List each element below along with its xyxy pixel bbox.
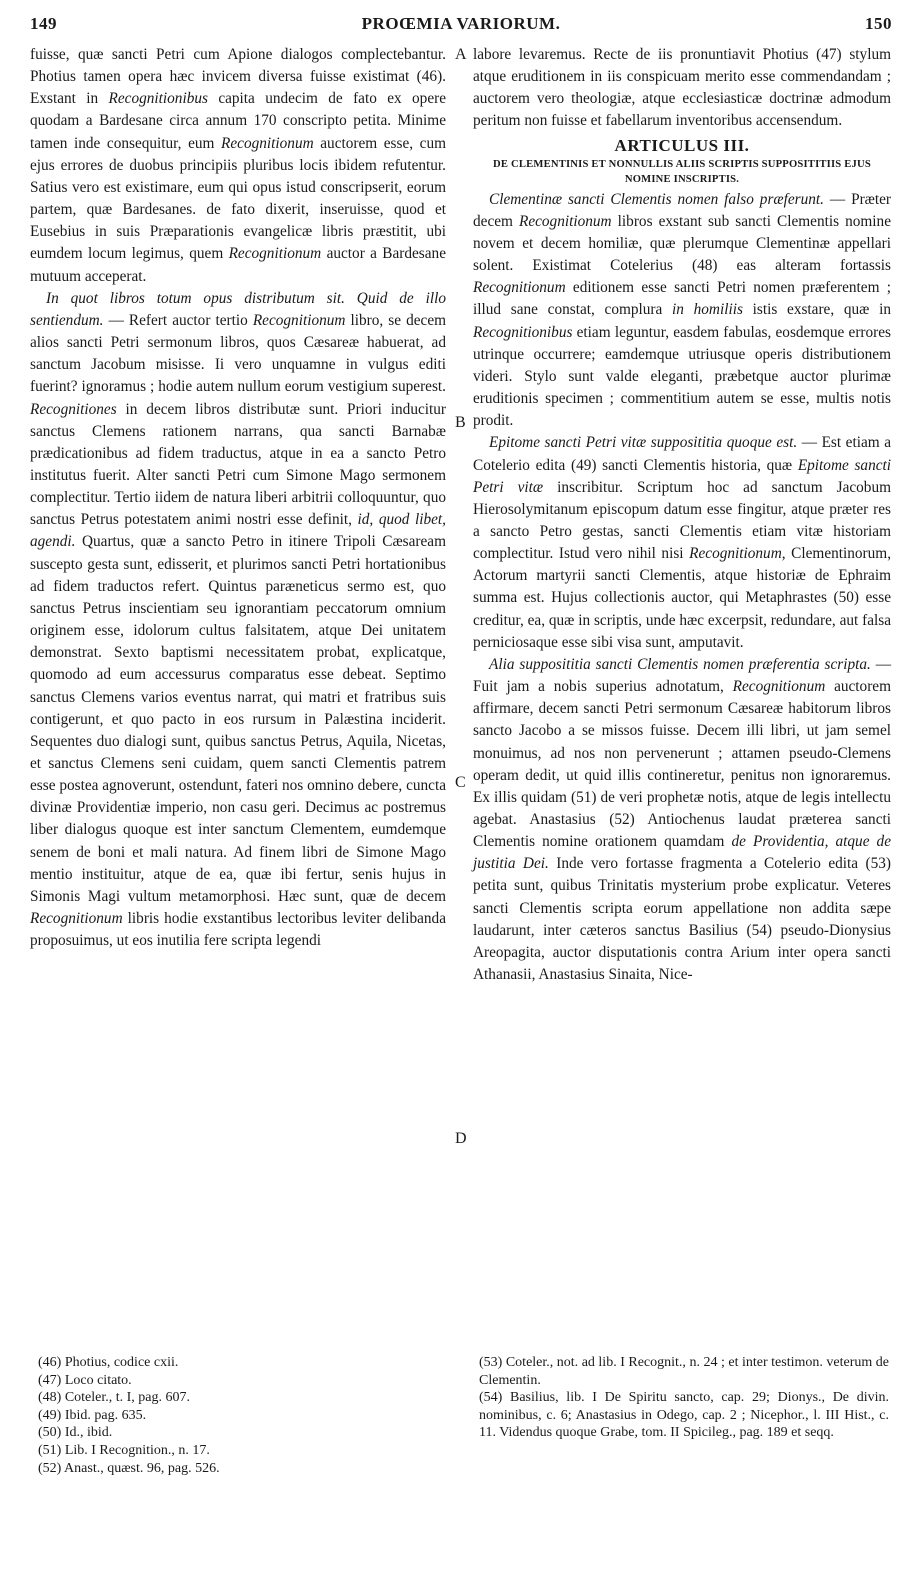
footnote: (51) Lib. I Recognition., n. 17. xyxy=(38,1442,210,1458)
section-heading: In quot libros totum opus distributum sit. Quid de illo sentiendum. xyxy=(30,289,446,329)
paragraph: In quot libros totum opus distributum sit. Quid de illo sentiendum. — Refert auctor tertio Recognitionum libro, se decem alios sancti Petri sermonum libros, quos Cæsareæ habuerat, ad sanctum Jacobum misisse. Ii vero unquamne in vulgus editi fuerint? ignoramus ; hodie autem nullum eorum vestigium superest. Recognitiones in decem libros distributæ sunt. Priori inducitur sanctus Clemens rationem narrans, qua sancti Barnabæ prædicationibus ad fidem traductus, atque in ea a sancto Petro institutus fuerit. Alter sancti Petri cum Simone Mago sermonem complectitur. Tertio iidem de natura liberi arbitrii colloquuntur, quo sanctus Petrus potestatem animi nostri esse definit, id, quod libet, agendi. Quartus, quæ a sancto Petro in itinere Tripoli Cæsaream suscepto gesta sunt, edisserit, et plurimos sancti Petri hortationibus ad fidem traductos refert. Quintus paræneticus sermo est, quo sanctus Petrus inscientiam seu ignorantiam peccatorum omnium originem esse, idolorum cultus falsitatem, atque Dei unitatem demonstrat. Sexto baptismi necessitatem probat, explicatque, quomodo ad eum accessurus comparatus esse debeat. Septimo sanctus Clemens varios eventus narrat, qui matri et fratribus suis contigerunt, et quo pacto in eos rursum in Palæstina inciderit. Sequentes duo dialogi sunt, quibus sanctus Petrus, Aquila, Nicetas, et sanctus Clemens seni cuidam, quem sancti Clementis patrem esse postea agnoverunt, ostendunt, fateri nos omnino debere, cuncta divinæ Providentiæ imperio, non casu geri. Decimus ac postremus liber dialogus quoque est inter sanctum Clementem, eumdemque senem de boni et mali natura. Ad finem libri de Simone Mago mentio instituitur, atque de ea, quæ ibi fertur, senis hujus in Simonis Magi vultum metamorphosi. Hæc sunt, quæ de decem Recognitionum libris hodie exstantibus lectoribus leviter delibanda proposuimus, ut eos inutilia fere scripta legendi xyxy=(30,289,447,950)
footnotes-right xyxy=(479,1354,889,1442)
article-title: ARTICULUS III. xyxy=(614,135,750,155)
emphasis: Recognitionum xyxy=(518,212,612,230)
article-subtitle: DE CLEMENTINIS ET NONNULLIS ALIIS SCRIPTIS SUPPOSITITIIS EJUS NOMINE INSCRIPTIS. xyxy=(493,158,871,185)
left-column xyxy=(30,44,446,952)
right-column xyxy=(473,44,891,986)
emphasis: Recognitiones xyxy=(30,400,117,418)
footnote: (47) Loco citato. xyxy=(38,1372,132,1388)
section-heading: Alia supposititia sancti Clementis nomen præferentia scripta. xyxy=(489,655,871,673)
emphasis: id, quod libet, agendi. xyxy=(30,511,446,551)
emphasis: Recognitionum xyxy=(228,245,322,263)
footnote: (52) Anast., quæst. 96, pag. 526. xyxy=(38,1460,220,1476)
emphasis: Recognitionum xyxy=(732,678,826,696)
margin-marker-b: B xyxy=(455,414,466,431)
emphasis: Recognitionibus xyxy=(473,323,573,341)
emphasis: de Providentia, atque de justitia Dei. xyxy=(473,833,891,873)
section-heading: Epitome sancti Petri vitæ supposititia quoque est. xyxy=(489,434,798,452)
emphasis: in homiliis xyxy=(672,301,743,319)
emphasis: Recognitionum xyxy=(221,134,314,152)
footnote: (50) Id., ibid. xyxy=(38,1425,113,1441)
running-title: PROŒMIA VARIORUM. xyxy=(361,14,561,33)
margin-marker-a: A xyxy=(455,46,467,63)
paragraph: Epitome sancti Petri vitæ supposititia quoque est. — Est etiam a Cotelerio edita (49) sancti Clementis historia, quæ Epitome sancti Petri vitæ inscribitur. Scriptum hoc ad sanctum Jacobum Hierosolymitanum episcopum datum esse fingitur, atque præter res a sancto Petro gestas, sancti Clementis etiam vitæ historiam complectitur. Istud vero nihil nisi Recognitionum, Clementinorum, Actorum martyrii sancti Clementis, atque historiæ de Ephraim summa est. Hujus collectionis auctor, qui Metaphrastes (50) esse creditur, ea, quæ in scriptis, unde hæc excerpsit, redundare, aut falsa perniciosaque esse sibi visa sunt, amputavit. xyxy=(473,434,892,651)
footnote: (48) Coteler., t. I, pag. 607. xyxy=(38,1390,191,1406)
emphasis: Recognitionum, xyxy=(689,545,786,563)
footnote: (49) Ibid. pag. 635. xyxy=(38,1407,147,1423)
section-heading: Clementinæ sancti Clementis nomen falso præferunt. xyxy=(489,190,824,208)
page-number-right: 150 xyxy=(865,14,892,33)
paragraph: Alia supposititia sancti Clementis nomen præferentia scripta. — Fuit jam a nobis superius adnotatum, Recognitionum auctorem affirmare, decem sancti Petri sermonum Cæsareæ habitorum libros sancto Jacobo a se missos fuisse. Decem illi libri, ut jam semel monuimus, ad nos non pervenerunt ; attamen pseudo-Clemens operam dedit, ut quid illis contineretur, penitus non ignoraremus. Ex illis quidam (51) de veri prophetæ notis, atque de legis intellectu agebat. Anastasius (52) Antiochenus laudat præterea sancti Clementis nomine orationem quamdam de Providentia, atque de justitia Dei. Inde vero fortasse fragmenta a Cotelerio edita (53) petita sunt, quibus Trinitatis mysterium probe explicatur. Veteres sancti Clementis scripta eorum appellatione non addita sæpe laudarunt, inter cæteros sanctus Basilius (54) pseudo-Dionysius Areopagita, auctor disputationis contra Arium inter opera sancti Athanasii, Anastasius Sinaita, Nice- xyxy=(473,655,892,984)
page-number-left: 149 xyxy=(30,14,57,33)
emphasis: Recognitionibus xyxy=(108,90,208,108)
paragraph: Clementinæ sancti Clementis nomen falso præferunt. — Præter decem Recognitionum libros exstant sub sancti Clementis nomine novem et decem homiliæ, quæ plerumque Clementinæ appellari solent. Existimat Cotelerius (48) eas alteram fortassis Recognitionum editionem esse sancti Petri nomen præferentem ; illud sane constat, complura in homiliis istis exstare, quæ in Recognitionibus etiam leguntur, easdem fabulas, eosdemque errores utrinque occurrere; eamdemque utriusque operis distributionem videri. Stylo sunt valde eleganti, præbetque auctor plurimæ eruditionis specimen ; commentitium autem se esse, multis notis prodit. xyxy=(473,190,892,430)
footnote: (54) Basilius, lib. I De Spiritu sancto, cap. 29; Dionys., De divin. nominibus, c. 6; Anastasius in Odego, cap. 2 ; Nicephor., l. III Hist., c. 11. Videndus quoque Grabe, tom. II Spicileg., pag. 189 et seqq. xyxy=(479,1390,889,1441)
footnote: (46) Photius, codice cxii. xyxy=(38,1355,179,1370)
footnotes-left xyxy=(38,1354,438,1477)
margin-marker-c: C xyxy=(455,774,466,791)
emphasis: Recognitionum xyxy=(252,311,346,329)
emphasis: Epitome sancti Petri vitæ xyxy=(473,456,892,496)
paragraph: fuisse, quæ sancti Petri cum Apione dialogos complectebantur. Photius tamen opera hæc invicem diversa fuisse existimat (46). Exstant in Recognitionibus capita undecim de fato ex opere quodam a Bardesane circa annum 170 conscripto petita. Minime tamen inde consequitur, eum Recognitionum auctorem esse, cum ejus errores de duobus principiis pluribus locis ibidem refutentur. Satius vero est existimare, eum qui opus istud conscripserit, eorum partem, quæ Bardesanes. de fato dixerit, inseruisse, quod et Eusebius in suis Præparationis evangelicæ libris præstitit, ubi eumdem locum legimus, quem Recognitionum auctor a Bardesane mutuum acceperat. xyxy=(30,46,447,285)
emphasis: Recognitionum xyxy=(473,279,566,297)
footnote: (53) Coteler., not. ad lib. I Recognit., n. 24 ; et inter testimon. veterum de Clementin. xyxy=(479,1355,889,1388)
margin-marker-d: D xyxy=(455,1130,467,1147)
running-header xyxy=(30,14,892,40)
emphasis: Recognitionum xyxy=(30,910,123,928)
paragraph: labore levaremus. Recte de iis pronuntiavit Photius (47) stylum atque eruditionem in iis conspicuam merito esse commendandam ; auctorem vero theologiæ, atque ecclesiasticæ doctrinæ admodum peritum non fuisse et fabellarum inventoribus accensendum. xyxy=(473,46,891,130)
